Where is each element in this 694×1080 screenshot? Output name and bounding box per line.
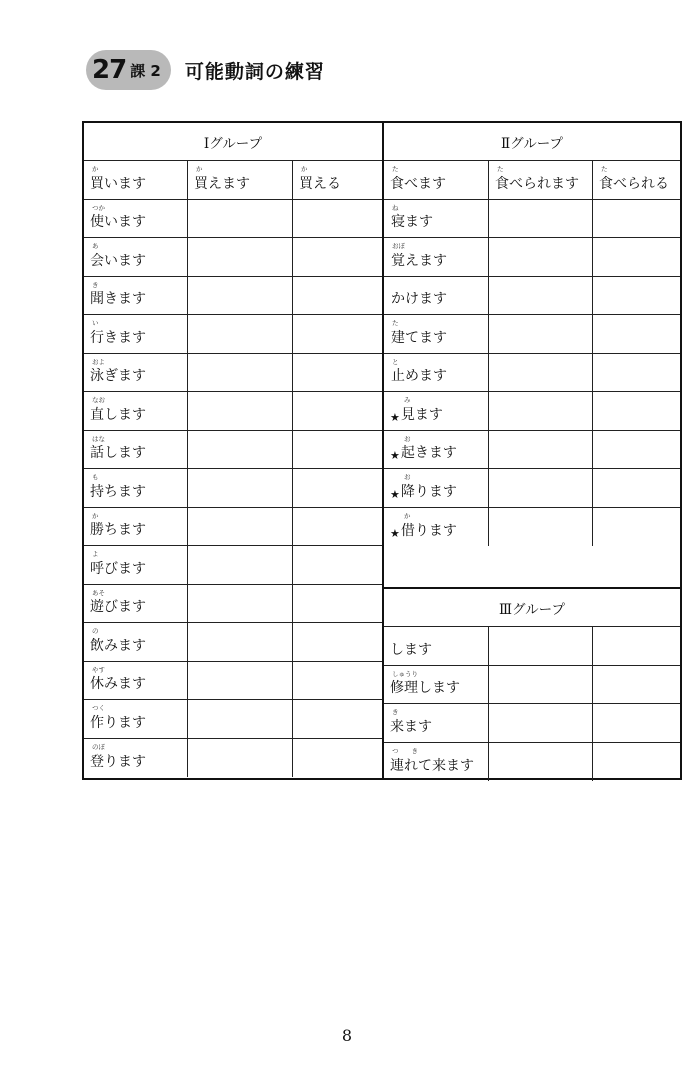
- verb-cell: [384, 392, 489, 430]
- verb-label: 泳ぎます: [90, 368, 146, 384]
- furigana: お: [404, 434, 411, 443]
- answer-cell[interactable]: [188, 431, 293, 469]
- table-row: [384, 469, 680, 508]
- page-title: 可能動詞の練習: [184, 60, 325, 83]
- answer-cell[interactable]: [593, 200, 680, 238]
- table-row: [84, 315, 382, 354]
- answer-cell[interactable]: [593, 392, 680, 430]
- answer-cell[interactable]: [293, 585, 382, 623]
- answer-cell[interactable]: [489, 354, 593, 392]
- verb-label: 話します: [90, 445, 146, 461]
- answer-cell[interactable]: [293, 392, 382, 430]
- table-row: [84, 392, 382, 431]
- table-row: [384, 508, 680, 547]
- group2-table: [382, 121, 682, 589]
- table-row: [84, 700, 382, 739]
- answer-cell[interactable]: [489, 238, 593, 276]
- verb-label: 来ます: [390, 718, 432, 735]
- page-number: 8: [341, 1026, 353, 1045]
- table-cell: [593, 161, 680, 199]
- table-row: [84, 277, 382, 316]
- verb-cell: [84, 277, 188, 315]
- answer-cell[interactable]: [293, 431, 382, 469]
- answer-cell[interactable]: [489, 392, 593, 430]
- answer-cell[interactable]: [188, 315, 293, 353]
- verb-cell: [84, 469, 188, 507]
- verb-label: 登ります: [90, 754, 146, 770]
- furigana: た: [601, 165, 608, 173]
- verb-cell: [84, 392, 188, 430]
- group1-header-row: [84, 161, 382, 200]
- lesson-number: 27: [92, 55, 127, 85]
- furigana: か: [92, 511, 99, 520]
- furigana: およ: [92, 357, 105, 366]
- answer-cell[interactable]: [188, 546, 293, 584]
- verb-label: 会います: [90, 252, 146, 269]
- furigana: た: [392, 319, 399, 327]
- table-row: [384, 627, 680, 666]
- furigana: よ: [92, 550, 99, 558]
- furigana: しゅうり: [392, 669, 418, 678]
- verb-cell: [384, 431, 489, 469]
- answer-cell[interactable]: [293, 662, 382, 700]
- verb-cell: [384, 315, 489, 353]
- verb-label: 持ちます: [90, 483, 146, 500]
- furigana: か: [404, 511, 411, 520]
- furigana: た: [392, 165, 399, 173]
- answer-cell[interactable]: [489, 508, 593, 547]
- answer-cell[interactable]: [489, 743, 593, 782]
- furigana: つか: [92, 203, 105, 212]
- verb-label: 覚えます: [391, 252, 447, 269]
- answer-cell[interactable]: [593, 743, 680, 782]
- verb-label: 降ります: [400, 483, 457, 500]
- answer-cell[interactable]: [188, 623, 293, 661]
- answer-cell[interactable]: [188, 238, 293, 276]
- group2-header-row: [384, 161, 680, 200]
- verb-cell: [84, 431, 188, 469]
- table-row: [84, 739, 382, 778]
- group2-title: Ⅱグループ: [384, 123, 680, 161]
- answer-cell[interactable]: [293, 546, 382, 584]
- furigana: のぼ: [92, 742, 105, 751]
- group3-table: [382, 587, 682, 780]
- verb-label: 食べられる: [599, 175, 669, 192]
- table-row: [84, 508, 382, 547]
- star-icon: ★: [390, 487, 400, 501]
- furigana: つ き: [392, 746, 418, 755]
- furigana: の: [92, 627, 99, 635]
- table-row: [384, 315, 680, 354]
- verb-label: 勝ちます: [90, 522, 146, 538]
- star-icon: ★: [390, 449, 400, 462]
- answer-cell[interactable]: [593, 666, 680, 704]
- verb-label: します: [390, 641, 432, 658]
- group1-table: [82, 121, 384, 780]
- table-row: [384, 431, 680, 470]
- verb-label: 使います: [90, 214, 146, 230]
- table-row: [84, 354, 382, 393]
- verb-cell: [84, 315, 188, 353]
- lesson-header: [86, 48, 325, 92]
- furigana: やす: [92, 665, 105, 674]
- verb-cell: [84, 700, 188, 738]
- verb-cell: [84, 739, 188, 778]
- answer-cell[interactable]: [593, 508, 680, 547]
- table-row: [84, 662, 382, 701]
- verb-label: 買える: [299, 175, 341, 192]
- table-row: [84, 546, 382, 585]
- verb-label: 借ります: [400, 523, 457, 539]
- verb-cell: [384, 508, 489, 547]
- verb-label: 飲みます: [90, 637, 146, 654]
- answer-cell[interactable]: [489, 627, 593, 665]
- answer-cell[interactable]: [489, 200, 593, 238]
- table-row: [384, 277, 680, 316]
- verb-cell: [84, 546, 188, 584]
- answer-cell[interactable]: [293, 739, 382, 778]
- answer-cell[interactable]: [293, 700, 382, 738]
- answer-cell[interactable]: [188, 662, 293, 700]
- answer-cell[interactable]: [489, 315, 593, 353]
- furigana: き: [392, 708, 399, 716]
- table-row: [84, 623, 382, 662]
- verb-cell: [84, 623, 188, 661]
- answer-cell[interactable]: [593, 627, 680, 665]
- verb-label: 買います: [90, 175, 146, 192]
- table-row: [384, 666, 680, 705]
- table-row: [84, 238, 382, 277]
- verb-cell: [384, 627, 489, 665]
- verb-cell: [84, 200, 188, 238]
- furigana: と: [392, 357, 399, 366]
- verb-cell: [384, 666, 489, 704]
- answer-cell[interactable]: [489, 666, 593, 704]
- table-row: [84, 431, 382, 470]
- verb-label: 作ります: [90, 714, 146, 731]
- table-row: [384, 354, 680, 393]
- verb-cell: [384, 469, 489, 507]
- furigana: はな: [92, 434, 105, 443]
- table-row: [84, 585, 382, 624]
- answer-cell[interactable]: [293, 277, 382, 315]
- star-icon: ★: [390, 410, 400, 424]
- verb-label: 行きます: [90, 329, 146, 346]
- answer-cell[interactable]: [593, 354, 680, 392]
- answer-cell[interactable]: [593, 238, 680, 276]
- lesson-badge: [86, 50, 171, 90]
- answer-cell[interactable]: [293, 200, 382, 238]
- verb-label: 聞きます: [90, 291, 146, 307]
- verb-label: 食べます: [390, 175, 446, 192]
- furigana: か: [92, 165, 99, 173]
- furigana: み: [404, 396, 411, 404]
- group1-title: Ⅰグループ: [84, 123, 382, 161]
- verb-label: 見ます: [400, 406, 443, 423]
- furigana: つく: [92, 704, 105, 712]
- answer-cell[interactable]: [489, 469, 593, 507]
- group3-title: Ⅲグループ: [384, 589, 680, 627]
- verb-label: かけます: [391, 291, 447, 307]
- answer-cell[interactable]: [593, 704, 680, 742]
- answer-cell[interactable]: [188, 277, 293, 315]
- table-row: [384, 238, 680, 277]
- furigana: か: [301, 165, 308, 173]
- furigana: き: [92, 280, 99, 289]
- answer-cell[interactable]: [489, 704, 593, 742]
- verb-cell: [84, 585, 188, 623]
- verb-cell: [84, 662, 188, 700]
- verb-cell: [384, 238, 489, 276]
- table-row: [84, 469, 382, 508]
- star-icon: ★: [390, 527, 400, 540]
- furigana: あそ: [92, 588, 105, 597]
- verb-label: 寝ます: [391, 214, 433, 230]
- answer-cell[interactable]: [188, 469, 293, 507]
- verb-cell: [384, 704, 489, 742]
- answer-cell[interactable]: [293, 623, 382, 661]
- verb-label: 直します: [90, 406, 146, 423]
- table-row: [384, 743, 680, 782]
- table-cell: [489, 161, 593, 199]
- answer-cell[interactable]: [293, 354, 382, 392]
- verb-label: 休みます: [90, 676, 146, 692]
- answer-cell[interactable]: [593, 315, 680, 353]
- answer-cell[interactable]: [188, 700, 293, 738]
- table-cell: [84, 161, 188, 199]
- verb-cell: [84, 238, 188, 276]
- table-row: [384, 704, 680, 743]
- verb-cell: [384, 354, 489, 392]
- furigana: お: [404, 473, 411, 481]
- verb-label: 食べられます: [495, 175, 579, 192]
- verb-label: 遊びます: [90, 599, 146, 615]
- verb-cell: [384, 200, 489, 238]
- verb-label: 買えます: [194, 175, 250, 192]
- answer-cell[interactable]: [293, 315, 382, 353]
- answer-cell[interactable]: [593, 469, 680, 507]
- furigana: か: [196, 165, 203, 173]
- verb-label: 起きます: [400, 445, 457, 461]
- answer-cell[interactable]: [593, 277, 680, 315]
- answer-cell[interactable]: [293, 508, 382, 546]
- answer-cell[interactable]: [489, 277, 593, 315]
- answer-cell[interactable]: [489, 431, 593, 469]
- answer-cell[interactable]: [188, 200, 293, 238]
- furigana: なお: [92, 396, 105, 404]
- furigana: い: [92, 319, 99, 327]
- verb-cell: [84, 508, 188, 546]
- answer-cell[interactable]: [293, 469, 382, 507]
- verb-label: 呼びます: [90, 560, 146, 577]
- verb-label: 連れて来ます: [390, 758, 474, 774]
- answer-cell[interactable]: [188, 354, 293, 392]
- table-row: [384, 200, 680, 239]
- furigana: おぼ: [392, 242, 405, 250]
- answer-cell[interactable]: [188, 585, 293, 623]
- verb-cell: [84, 354, 188, 392]
- lesson-sub-label: 課 2: [130, 61, 161, 80]
- furigana: あ: [92, 242, 99, 250]
- verb-label: 修理します: [390, 680, 460, 696]
- verb-label: 建てます: [391, 329, 447, 346]
- answer-cell[interactable]: [293, 238, 382, 276]
- answer-cell[interactable]: [188, 508, 293, 546]
- answer-cell[interactable]: [188, 392, 293, 430]
- furigana: ね: [392, 203, 399, 212]
- answer-cell[interactable]: [188, 739, 293, 778]
- answer-cell[interactable]: [593, 431, 680, 469]
- furigana: も: [92, 473, 99, 481]
- verb-cell: [384, 277, 489, 315]
- table-cell: [384, 161, 489, 199]
- verb-label: 止めます: [391, 368, 447, 384]
- table-row: [84, 200, 382, 239]
- table-cell: [188, 161, 293, 199]
- table-cell: [293, 161, 382, 199]
- furigana: た: [497, 165, 504, 173]
- table-row: [384, 392, 680, 431]
- verb-cell: [384, 743, 489, 782]
